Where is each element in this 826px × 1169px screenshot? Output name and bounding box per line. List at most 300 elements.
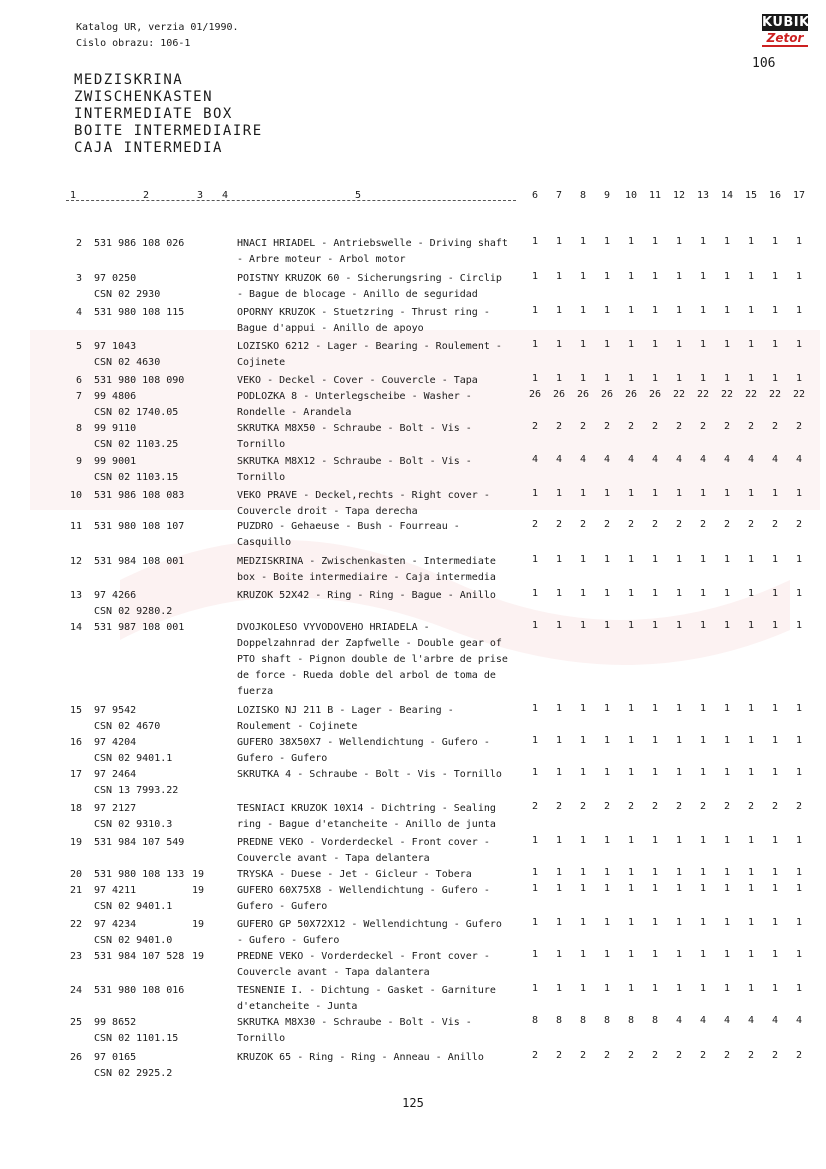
quantity-cell: 1	[747, 867, 755, 878]
quantity-cell: 1	[627, 588, 635, 599]
quantity-cell: 1	[675, 917, 683, 928]
quantity-cell: 2	[747, 519, 755, 530]
quantity-cell: 1	[723, 373, 731, 384]
part-number: 97 0250	[94, 273, 137, 284]
quantity-cell: 2	[579, 801, 587, 812]
quantity-cell: 1	[531, 554, 539, 565]
part-description: SKRUTKA M8X12 - Schraube - Bolt - Vis - Tornillo	[237, 456, 472, 483]
quantity-cell: 2	[795, 519, 803, 530]
quantity-cell: 1	[699, 236, 707, 247]
reference-number: 19	[192, 885, 205, 896]
quantity-cell: 1	[723, 767, 731, 778]
quantity-cell: 4	[747, 454, 755, 465]
quantity-cell: 1	[651, 305, 659, 316]
quantity-cell: 1	[699, 339, 707, 350]
quantity-cell: 22	[768, 389, 782, 400]
quantity-cell: 1	[699, 883, 707, 894]
quantity-cell: 1	[627, 339, 635, 350]
quantity-cell: 2	[699, 801, 707, 812]
position-number: 21	[69, 885, 82, 896]
position-number: 7	[75, 391, 82, 402]
csn-standard: CSN 02 2925.2	[94, 1068, 173, 1079]
quantity-cell: 1	[603, 867, 611, 878]
csn-standard: CSN 02 4630	[94, 357, 161, 368]
quantity-cell: 1	[795, 620, 803, 631]
quantity-cell: 1	[747, 735, 755, 746]
position-number: 25	[69, 1017, 82, 1028]
part-number: 97 4204	[94, 737, 137, 748]
quantity-cell: 1	[675, 554, 683, 565]
position-number: 18	[69, 803, 82, 814]
column-header: 14	[720, 190, 734, 201]
quantity-cell: 4	[723, 1015, 731, 1026]
csn-standard: CSN 02 2930	[94, 289, 161, 300]
column-header: 11	[648, 190, 662, 201]
quantity-cell: 1	[627, 703, 635, 714]
part-description: DVOJKOLESO VYVODOVEHO HRIADELA - Doppelzahnrad der Zapfwelle - Double gear of PTO shaft - Pignon double de l'arbre de prise de force - Rueda doble del arbol de toma de fuerza	[237, 622, 508, 697]
quantity-cell: 1	[795, 735, 803, 746]
quantity-cell: 2	[747, 1050, 755, 1061]
quantity-cell: 1	[771, 339, 779, 350]
part-description: TESNIACI KRUZOK 10X14 - Dichtring - Sealing ring - Bague d'etancheite - Anillo de junta	[237, 803, 496, 830]
part-number: 97 9542	[94, 705, 137, 716]
quantity-cell: 4	[699, 454, 707, 465]
quantity-cell: 1	[771, 867, 779, 878]
quantity-cell: 1	[699, 305, 707, 316]
quantity-cell: 1	[603, 883, 611, 894]
quantity-cell: 1	[795, 767, 803, 778]
quantity-cell: 1	[603, 983, 611, 994]
title-en: INTERMEDIATE BOX	[74, 106, 233, 122]
quantity-cell: 1	[603, 305, 611, 316]
quantity-cell: 1	[795, 983, 803, 994]
quantity-cell: 1	[747, 339, 755, 350]
part-number: 531 986 108 026	[94, 238, 185, 249]
csn-standard: CSN 02 9401.0	[94, 935, 173, 946]
quantity-cell: 1	[627, 835, 635, 846]
part-description: KRUZOK 65 - Ring - Ring - Anneau - Anillo	[237, 1052, 484, 1063]
quantity-cell: 8	[579, 1015, 587, 1026]
kubik-zetor-logo	[762, 14, 808, 47]
title-es: CAJA INTERMEDIA	[74, 140, 223, 156]
quantity-cell: 1	[675, 236, 683, 247]
quantity-cell: 1	[771, 735, 779, 746]
part-number: 99 9110	[94, 423, 137, 434]
quantity-cell: 26	[528, 389, 542, 400]
column-header: 16	[768, 190, 782, 201]
quantity-cell: 1	[699, 373, 707, 384]
quantity-cell: 1	[555, 236, 563, 247]
quantity-cell: 1	[747, 373, 755, 384]
quantity-cell: 1	[531, 735, 539, 746]
part-number: 97 4211	[94, 885, 137, 896]
quantity-cell: 1	[771, 949, 779, 960]
quantity-cell: 1	[723, 305, 731, 316]
position-number: 14	[69, 622, 82, 633]
quantity-cell: 1	[651, 949, 659, 960]
quantity-cell: 2	[531, 421, 539, 432]
position-number: 8	[75, 423, 82, 434]
quantity-cell: 1	[747, 588, 755, 599]
quantity-cell: 1	[723, 917, 731, 928]
quantity-cell: 1	[699, 488, 707, 499]
quantity-cell: 2	[603, 519, 611, 530]
quantity-cell: 1	[555, 767, 563, 778]
csn-standard: CSN 02 1740.05	[94, 407, 179, 418]
quantity-cell: 1	[555, 917, 563, 928]
quantity-cell: 1	[771, 917, 779, 928]
quantity-cell: 1	[723, 554, 731, 565]
part-number: 97 4266	[94, 590, 137, 601]
part-description: KRUZOK 52X42 - Ring - Ring - Bague - Anillo	[237, 590, 496, 601]
quantity-cell: 1	[747, 983, 755, 994]
quantity-cell: 1	[627, 867, 635, 878]
quantity-cell: 1	[531, 867, 539, 878]
column-header-rule	[66, 200, 516, 201]
csn-standard: CSN 02 1103.25	[94, 439, 179, 450]
quantity-cell: 2	[531, 519, 539, 530]
part-number: 531 980 108 016	[94, 985, 185, 996]
reference-number: 19	[192, 869, 205, 880]
part-description: GUFERO GP 50X72X12 - Wellendichtung - Gufero - Gufero - Gufero	[237, 919, 502, 946]
quantity-cell: 1	[747, 835, 755, 846]
position-number: 20	[69, 869, 82, 880]
quantity-cell: 1	[699, 767, 707, 778]
quantity-cell: 1	[579, 339, 587, 350]
column-header: 2	[143, 190, 150, 201]
quantity-cell: 22	[720, 389, 734, 400]
quantity-cell: 1	[555, 488, 563, 499]
quantity-cell: 2	[627, 801, 635, 812]
quantity-cell: 1	[795, 867, 803, 878]
quantity-cell: 1	[699, 917, 707, 928]
quantity-cell: 1	[675, 735, 683, 746]
quantity-cell: 1	[531, 767, 539, 778]
quantity-cell: 8	[651, 1015, 659, 1026]
quantity-cell: 1	[531, 236, 539, 247]
part-number: 97 2464	[94, 769, 137, 780]
part-number: 531 987 108 001	[94, 622, 185, 633]
quantity-cell: 1	[771, 554, 779, 565]
quantity-cell: 1	[651, 588, 659, 599]
quantity-cell: 1	[603, 835, 611, 846]
quantity-cell: 4	[747, 1015, 755, 1026]
quantity-cell: 4	[723, 454, 731, 465]
quantity-cell: 26	[624, 389, 638, 400]
quantity-cell: 2	[699, 1050, 707, 1061]
quantity-cell: 1	[651, 703, 659, 714]
quantity-cell: 2	[675, 1050, 683, 1061]
quantity-cell: 1	[795, 703, 803, 714]
quantity-cell: 1	[675, 835, 683, 846]
quantity-cell: 2	[555, 519, 563, 530]
position-number: 3	[75, 273, 82, 284]
quantity-cell: 1	[747, 236, 755, 247]
quantity-cell: 1	[579, 588, 587, 599]
quantity-cell: 1	[531, 917, 539, 928]
quantity-cell: 1	[555, 305, 563, 316]
quantity-cell: 1	[555, 339, 563, 350]
quantity-cell: 1	[579, 983, 587, 994]
quantity-cell: 1	[579, 835, 587, 846]
quantity-cell: 1	[531, 703, 539, 714]
quantity-cell: 2	[723, 421, 731, 432]
part-number: 531 984 107 528	[94, 951, 185, 962]
quantity-cell: 1	[603, 703, 611, 714]
quantity-cell: 2	[603, 421, 611, 432]
quantity-cell: 1	[771, 305, 779, 316]
quantity-cell: 1	[723, 271, 731, 282]
part-description: PODLOZKA 8 - Unterlegscheibe - Washer - Rondelle - Arandela	[237, 391, 472, 418]
title-block	[74, 72, 263, 157]
quantity-cell: 4	[795, 1015, 803, 1026]
quantity-cell: 1	[531, 588, 539, 599]
quantity-cell: 8	[531, 1015, 539, 1026]
part-number: 531 980 108 107	[94, 521, 185, 532]
part-description: PUZDRO - Gehaeuse - Bush - Fourreau - Casquillo	[237, 521, 460, 548]
quantity-cell: 1	[531, 835, 539, 846]
quantity-cell: 1	[699, 949, 707, 960]
quantity-cell: 1	[699, 835, 707, 846]
quantity-cell: 1	[603, 949, 611, 960]
quantity-cell: 1	[723, 867, 731, 878]
csn-standard: CSN 02 9401.1	[94, 901, 173, 912]
quantity-cell: 2	[555, 421, 563, 432]
part-description: SKRUTKA 4 - Schraube - Bolt - Vis - Tornillo	[237, 769, 502, 780]
quantity-cell: 1	[747, 883, 755, 894]
quantity-cell: 1	[651, 373, 659, 384]
csn-standard: CSN 02 9310.3	[94, 819, 173, 830]
part-number: 531 986 108 083	[94, 490, 185, 501]
quantity-cell: 2	[627, 1050, 635, 1061]
quantity-cell: 1	[651, 236, 659, 247]
part-number: 531 980 108 115	[94, 307, 185, 318]
quantity-cell: 8	[603, 1015, 611, 1026]
quantity-cell: 1	[675, 703, 683, 714]
quantity-cell: 1	[579, 620, 587, 631]
quantity-cell: 1	[675, 867, 683, 878]
quantity-cell: 1	[795, 835, 803, 846]
quantity-cell: 4	[555, 454, 563, 465]
quantity-cell: 1	[771, 488, 779, 499]
quantity-cell: 1	[579, 735, 587, 746]
title-de: ZWISCHENKASTEN	[74, 89, 214, 105]
quantity-cell: 1	[603, 917, 611, 928]
position-number: 22	[69, 919, 82, 930]
quantity-cell: 1	[627, 949, 635, 960]
quantity-cell: 1	[555, 867, 563, 878]
quantity-cell: 1	[651, 620, 659, 631]
quantity-cell: 1	[531, 883, 539, 894]
part-number: 531 980 108 133	[94, 869, 185, 880]
quantity-cell: 1	[675, 271, 683, 282]
quantity-cell: 1	[795, 588, 803, 599]
position-number: 26	[69, 1052, 82, 1063]
position-number: 19	[69, 837, 82, 848]
quantity-cell: 1	[747, 703, 755, 714]
quantity-cell: 1	[723, 339, 731, 350]
quantity-cell: 1	[771, 271, 779, 282]
quantity-cell: 1	[651, 339, 659, 350]
quantity-cell: 1	[579, 373, 587, 384]
quantity-cell: 22	[672, 389, 686, 400]
quantity-cell: 2	[795, 421, 803, 432]
quantity-cell: 1	[747, 917, 755, 928]
part-number: 99 4806	[94, 391, 137, 402]
quantity-cell: 1	[651, 488, 659, 499]
quantity-cell: 2	[675, 519, 683, 530]
quantity-cell: 1	[795, 917, 803, 928]
quantity-cell: 1	[675, 620, 683, 631]
quantity-cell: 1	[723, 835, 731, 846]
quantity-cell: 1	[771, 835, 779, 846]
part-description: LOZISKO NJ 211 B - Lager - Bearing - Roulement - Cojinete	[237, 705, 454, 732]
quantity-cell: 1	[627, 488, 635, 499]
part-number: 99 9001	[94, 456, 137, 467]
quantity-cell: 1	[675, 488, 683, 499]
quantity-cell: 1	[579, 883, 587, 894]
position-number: 16	[69, 737, 82, 748]
quantity-cell: 1	[579, 703, 587, 714]
quantity-cell: 2	[723, 519, 731, 530]
quantity-cell: 1	[531, 620, 539, 631]
quantity-cell: 1	[651, 735, 659, 746]
part-number: 531 984 108 001	[94, 556, 185, 567]
quantity-cell: 4	[771, 1015, 779, 1026]
column-header: 15	[744, 190, 758, 201]
quantity-cell: 2	[771, 1050, 779, 1061]
quantity-cell: 1	[531, 983, 539, 994]
page-reference: 106	[752, 56, 776, 71]
part-description: TRYSKA - Duese - Jet - Gicleur - Tobera	[237, 869, 472, 880]
catalog-version: Katalog UR, verzia 01/1990.	[76, 22, 239, 33]
part-number: 97 0165	[94, 1052, 137, 1063]
quantity-cell: 1	[651, 271, 659, 282]
quantity-cell: 1	[531, 339, 539, 350]
quantity-cell: 4	[603, 454, 611, 465]
quantity-cell: 2	[747, 801, 755, 812]
part-number: 97 4234	[94, 919, 137, 930]
quantity-cell: 26	[552, 389, 566, 400]
quantity-cell: 1	[555, 620, 563, 631]
position-number: 12	[69, 556, 82, 567]
quantity-cell: 26	[648, 389, 662, 400]
quantity-cell: 1	[771, 373, 779, 384]
quantity-cell: 2	[651, 519, 659, 530]
quantity-cell: 1	[627, 554, 635, 565]
logo-bottom-text: Zetor	[762, 31, 808, 47]
part-description: LOZISKO 6212 - Lager - Bearing - Roulement - Cojinete	[237, 341, 502, 368]
quantity-cell: 1	[675, 305, 683, 316]
quantity-cell: 4	[579, 454, 587, 465]
position-number: 11	[69, 521, 82, 532]
quantity-cell: 1	[771, 883, 779, 894]
quantity-cell: 1	[627, 373, 635, 384]
quantity-cell: 1	[699, 554, 707, 565]
quantity-cell: 1	[579, 488, 587, 499]
quantity-cell: 2	[771, 519, 779, 530]
quantity-cell: 8	[555, 1015, 563, 1026]
part-number: 531 984 107 549	[94, 837, 185, 848]
part-number: 531 980 108 090	[94, 375, 185, 386]
column-header: 3	[197, 190, 204, 201]
quantity-cell: 1	[531, 949, 539, 960]
csn-standard: CSN 02 1103.15	[94, 472, 179, 483]
quantity-cell: 2	[627, 519, 635, 530]
quantity-cell: 2	[651, 801, 659, 812]
quantity-cell: 1	[627, 917, 635, 928]
quantity-cell: 4	[771, 454, 779, 465]
part-number: 97 1043	[94, 341, 137, 352]
quantity-cell: 1	[531, 488, 539, 499]
quantity-cell: 1	[651, 983, 659, 994]
quantity-cell: 1	[699, 983, 707, 994]
part-description: GUFERO 38X50X7 - Wellendichtung - Gufero - Gufero - Gufero	[237, 737, 490, 764]
position-number: 5	[75, 341, 82, 352]
quantity-cell: 1	[579, 305, 587, 316]
quantity-cell: 26	[576, 389, 590, 400]
quantity-cell: 22	[744, 389, 758, 400]
quantity-cell: 1	[603, 735, 611, 746]
quantity-cell: 1	[627, 983, 635, 994]
quantity-cell: 1	[579, 917, 587, 928]
quantity-cell: 1	[771, 983, 779, 994]
quantity-cell: 2	[795, 801, 803, 812]
quantity-cell: 2	[699, 519, 707, 530]
quantity-cell: 1	[771, 767, 779, 778]
quantity-cell: 1	[579, 949, 587, 960]
quantity-cell: 2	[555, 1050, 563, 1061]
quantity-cell: 1	[771, 236, 779, 247]
part-description: VEKO - Deckel - Cover - Couvercle - Tapa	[237, 375, 478, 386]
quantity-cell: 1	[555, 588, 563, 599]
quantity-cell: 1	[795, 305, 803, 316]
quantity-cell: 1	[723, 883, 731, 894]
quantity-cell: 1	[747, 554, 755, 565]
title-sk: MEDZISKRINA	[74, 72, 184, 88]
quantity-cell: 1	[699, 735, 707, 746]
quantity-cell: 1	[795, 488, 803, 499]
quantity-cell: 1	[675, 373, 683, 384]
column-header: 12	[672, 190, 686, 201]
quantity-cell: 1	[771, 588, 779, 599]
quantity-cell: 1	[795, 883, 803, 894]
quantity-cell: 1	[699, 271, 707, 282]
quantity-cell: 4	[675, 1015, 683, 1026]
position-number: 10	[69, 490, 82, 501]
quantity-cell: 1	[747, 767, 755, 778]
quantity-cell: 1	[627, 735, 635, 746]
quantity-cell: 1	[795, 373, 803, 384]
quantity-cell: 2	[723, 1050, 731, 1061]
column-header: 8	[579, 190, 587, 201]
quantity-cell: 1	[555, 703, 563, 714]
position-number: 6	[75, 375, 82, 386]
part-description: POISTNY KRUZOK 60 - Sicherungsring - Circlip - Bague de blocage - Anillo de seguridad	[237, 273, 502, 300]
quantity-cell: 1	[747, 488, 755, 499]
column-header: 17	[792, 190, 806, 201]
quantity-cell: 1	[675, 949, 683, 960]
quantity-cell: 1	[531, 305, 539, 316]
quantity-cell: 1	[603, 236, 611, 247]
position-number: 15	[69, 705, 82, 716]
quantity-cell: 2	[531, 1050, 539, 1061]
csn-standard: CSN 13 7993.22	[94, 785, 179, 796]
quantity-cell: 1	[675, 339, 683, 350]
quantity-cell: 4	[531, 454, 539, 465]
quantity-cell: 1	[795, 339, 803, 350]
position-number: 13	[69, 590, 82, 601]
